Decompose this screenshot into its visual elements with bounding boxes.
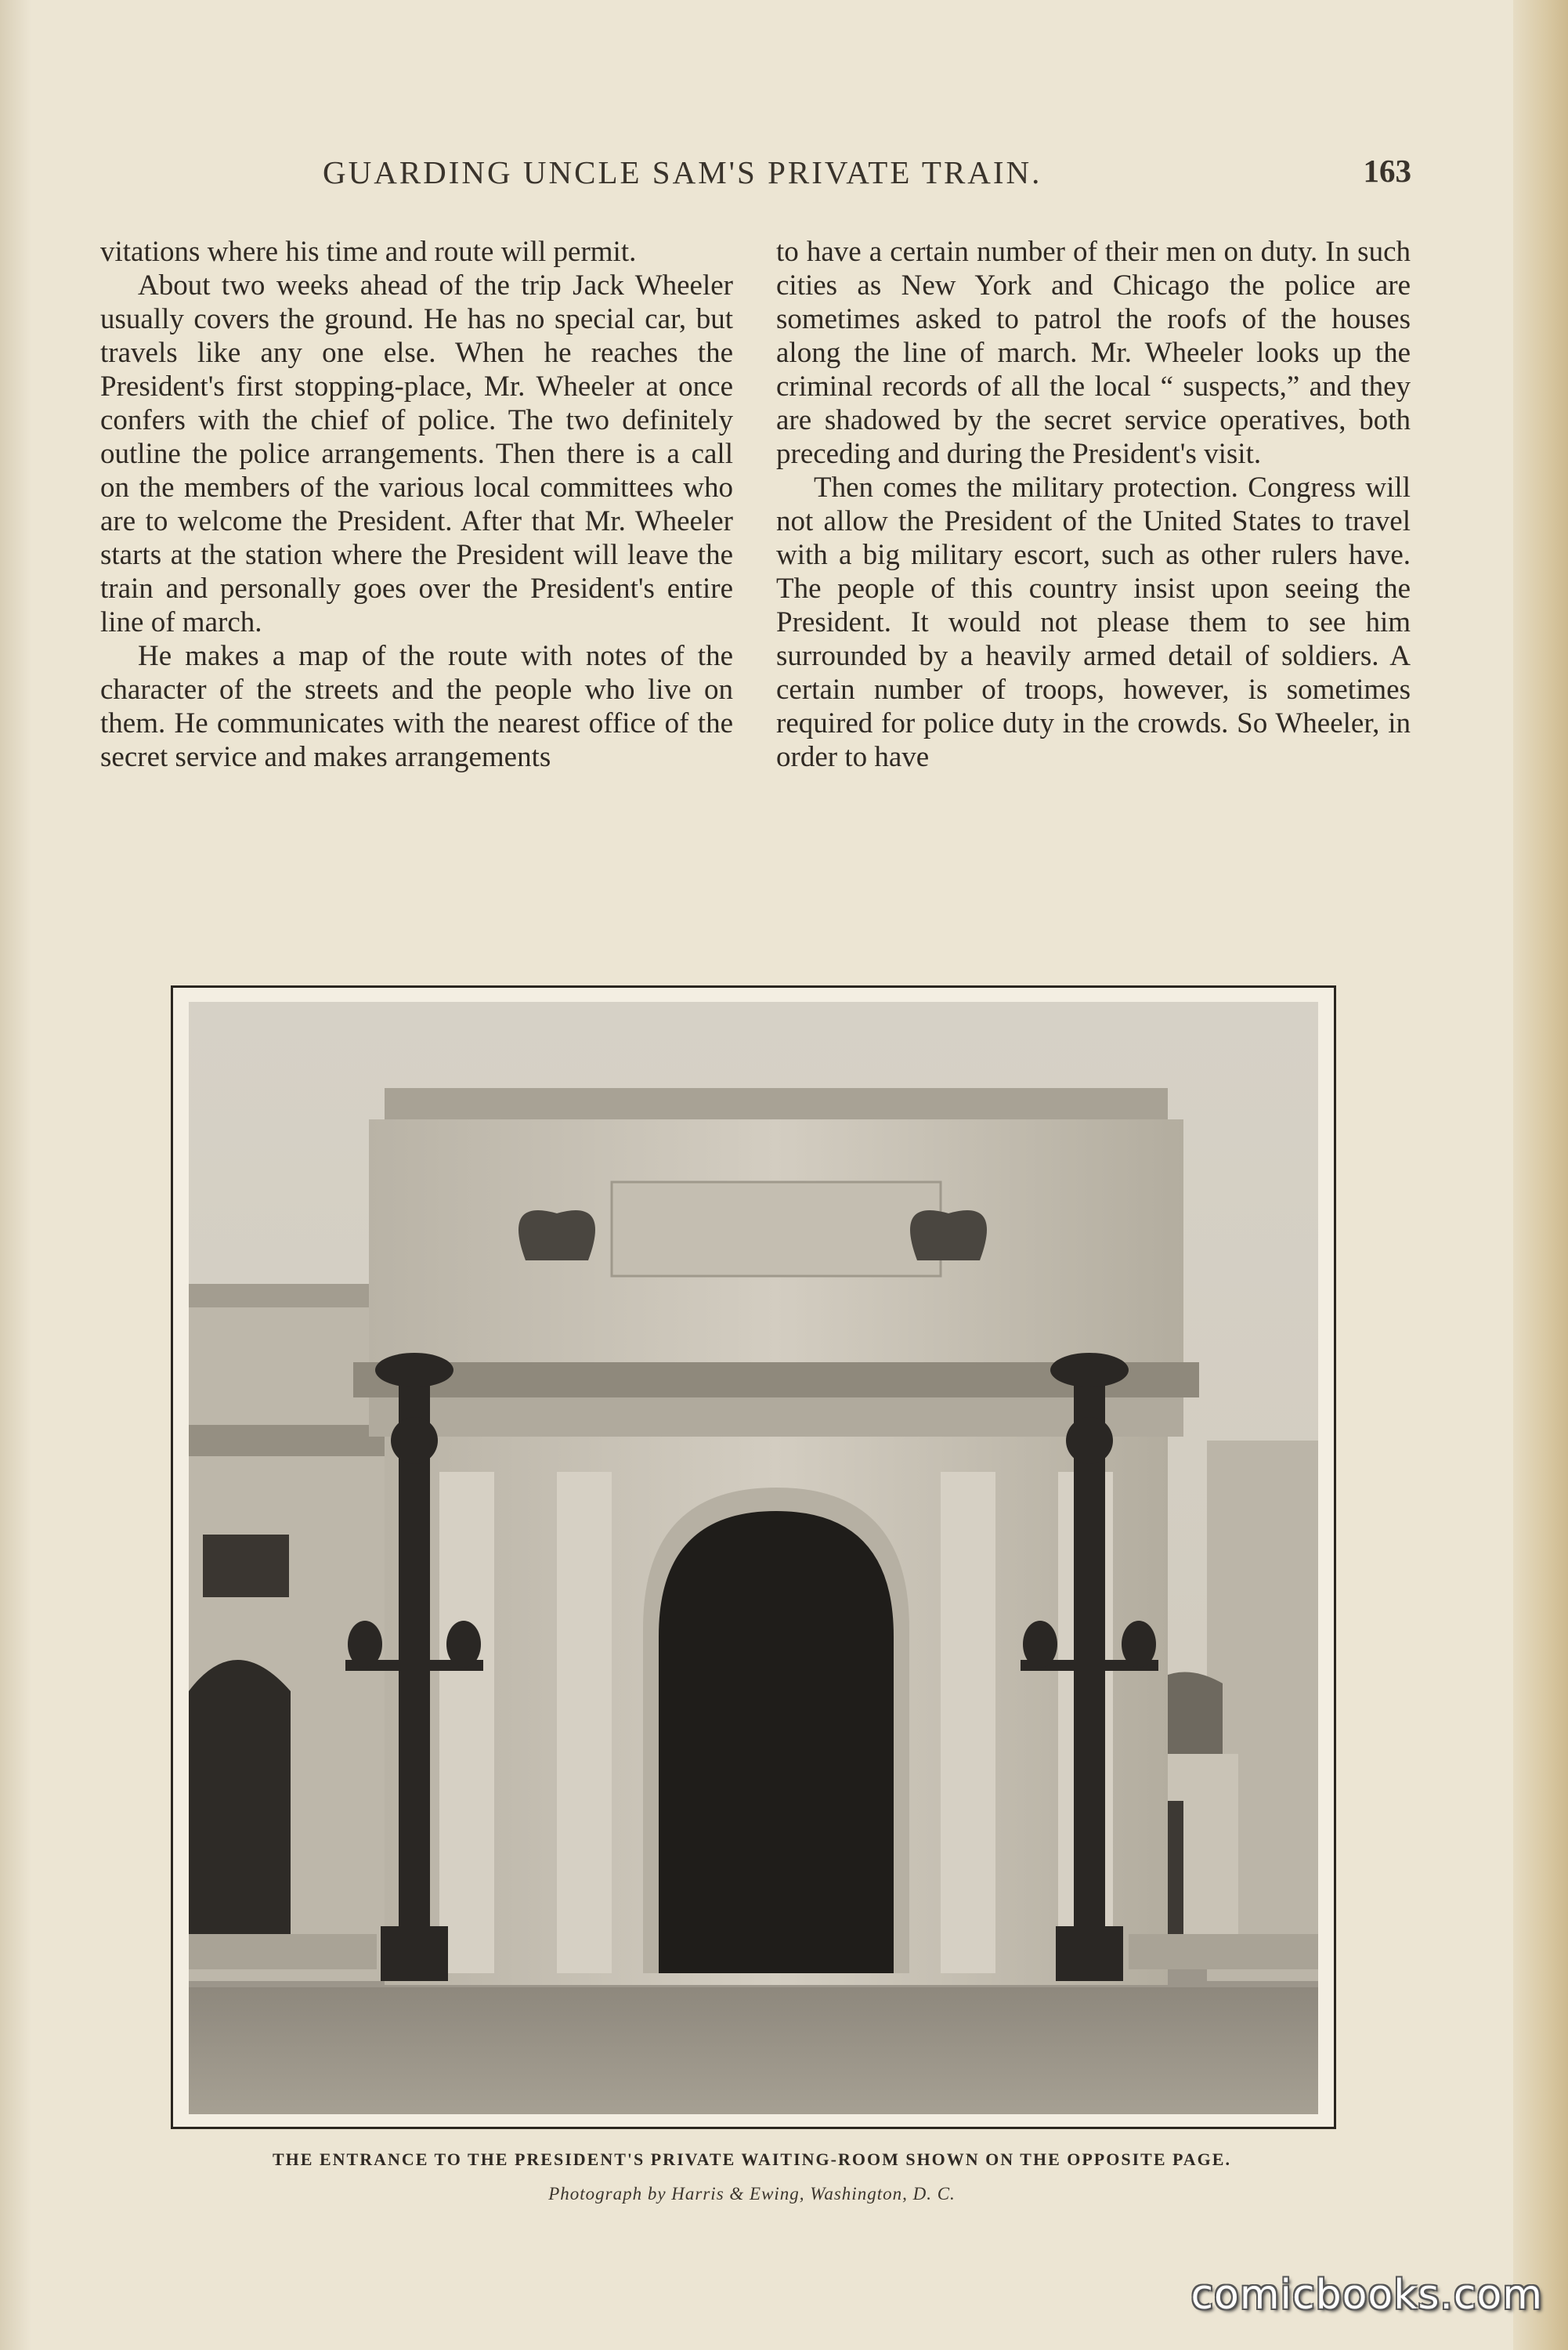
station-entrance-photograph — [189, 1002, 1318, 2114]
watermark: comicbooks.com — [1190, 2272, 1543, 2319]
paragraph: vitations where his time and route will permit. — [100, 236, 637, 268]
right-column — [776, 235, 1411, 944]
photo-credit: Photograph by Harris & Ewing, Washington, D. C. — [548, 2184, 956, 2204]
spine-shadow — [0, 0, 31, 2350]
figure-caption: THE ENTRANCE TO THE PRESIDENT'S PRIVATE WAITING-ROOM SHOWN ON THE OPPOSITE PAGE. — [273, 2149, 1231, 2169]
photograph-frame — [171, 985, 1336, 2129]
paragraph: Then comes the military protection. Congress will not allow the President of the United States to travel with a big military escort, such as other rulers have. The people of this country insist upon seeing the President. It would not please them to see him surrounded by a heavily armed detail of soldiers. A certain number of troops, however, is sometimes required for police duty in the crowds. So Wheeler, in order to have — [776, 472, 1411, 773]
page-number: 163 — [1363, 153, 1411, 189]
paragraph: About two weeks ahead of the trip Jack Wheeler usually covers the ground. He has no special car, but travels like any one else. When he reaches the President's first stopping-place, Mr. Wheeler at once confers with the chief of police. The two definitely outline the police arrangements. Then there is a call on the members of the various local committees who are to welcome the President. After that Mr. Wheeler starts at the station where the President will leave the train and personally goes over the President's entire line of march. — [100, 269, 733, 638]
paragraph: He makes a map of the route with notes of the character of the streets and the people who live on them. He communicates with the nearest office of the secret service and makes arrangements — [100, 640, 733, 773]
page-edge — [1513, 0, 1568, 2350]
running-title: GUARDING UNCLE SAM'S PRIVATE TRAIN. — [323, 154, 1042, 190]
paragraph: to have a certain number of their men on duty. In such cities as New York and Chicago the police are sometimes asked to patrol the roofs of the houses along the line of march. Mr. Wheeler looks up the criminal records of all the local “ suspects,” and they are shadowed by the secret service operatives, both preceding and during the President's visit. — [776, 236, 1411, 470]
left-column — [100, 235, 733, 944]
